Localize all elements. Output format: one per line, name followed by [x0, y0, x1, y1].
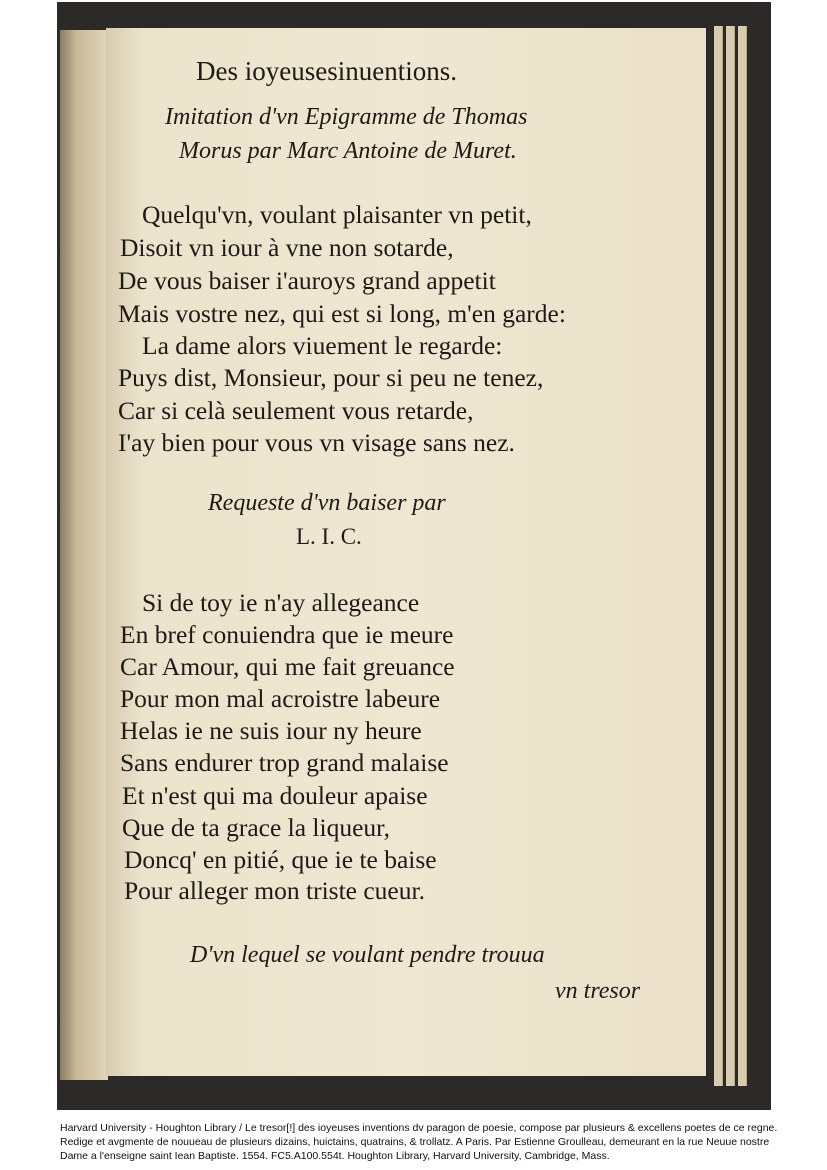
section1-title-line2: Morus par Marc Antoine de Muret. — [179, 138, 517, 164]
poem2-line: Helas ie ne suis iour ny heure — [120, 716, 422, 745]
book-gutter — [60, 30, 108, 1080]
section1-title-line1: Imitation d'vn Epigramme de Thomas — [165, 104, 528, 130]
section3-title-line1: D'vn lequel se voulant pendre trouua — [190, 942, 545, 968]
poem1-line: De vous baiser i'auroys grand appetit — [118, 266, 496, 295]
poem2-line: Sans endurer trop grand malaise — [120, 748, 449, 777]
poem1-line: Puys dist, Monsieur, pour si peu ne tenez, — [118, 363, 544, 392]
poem1-line: La dame alors viuement le regarde: — [142, 331, 503, 360]
poem2-line: En bref conuiendra que ie meure — [120, 620, 454, 649]
poem2-line: Doncq' en pitié, que ie te baise — [124, 845, 437, 874]
poem2-line: Que de ta grace la liqueur, — [122, 813, 391, 842]
running-header: Des ioyeusesinuentions. — [196, 56, 457, 86]
poem1-line: I'ay bien pour vous vn visage sans nez. — [118, 428, 515, 457]
section2-title-line1: Requeste d'vn baiser par — [208, 490, 446, 516]
poem2-line: Pour alleger mon triste cueur. — [124, 876, 425, 905]
page-edge — [714, 26, 723, 1086]
section2-title-line2: L. I. C. — [296, 524, 362, 549]
page-edge — [738, 26, 747, 1086]
poem2-line: Pour mon mal acroistre labeure — [120, 684, 441, 713]
poem2-line: Et n'est qui ma douleur apaise — [122, 781, 428, 810]
section3-title-line2: vn tresor — [555, 978, 641, 1004]
poem1-line: Mais vostre nez, qui est si long, m'en garde: — [118, 299, 566, 328]
poem1-line: Quelqu'vn, voulant plaisanter vn petit, — [142, 200, 532, 229]
page-edge — [726, 26, 735, 1086]
poem1-line: Car si celà seulement vous retarde, — [118, 396, 474, 425]
poem1-line: Disoit vn iour à vne non sotarde, — [120, 233, 454, 262]
library-caption: Harvard University - Houghton Library / Le tresor[!] des ioyeuses inventions dv paragon de poesie, compose par plusieurs & excellens poetes de ce regne. Redige et avgmente de nouueau de plusieurs dizains, huictains, quatrains, & trollatz. A Paris. Par Estienne Groulleau, demeurant en la rue Neuue nostre Dame a l'enseigne saint Iean Baptiste. 1554. FC5.A100.554t. Houghton Library, Harvard University, Cambridge, Mass. — [60, 1122, 778, 1162]
book-page — [106, 28, 706, 1076]
poem2-line: Car Amour, qui me fait greuance — [120, 652, 455, 681]
poem2-line: Si de toy ie n'ay allegeance — [142, 588, 420, 617]
